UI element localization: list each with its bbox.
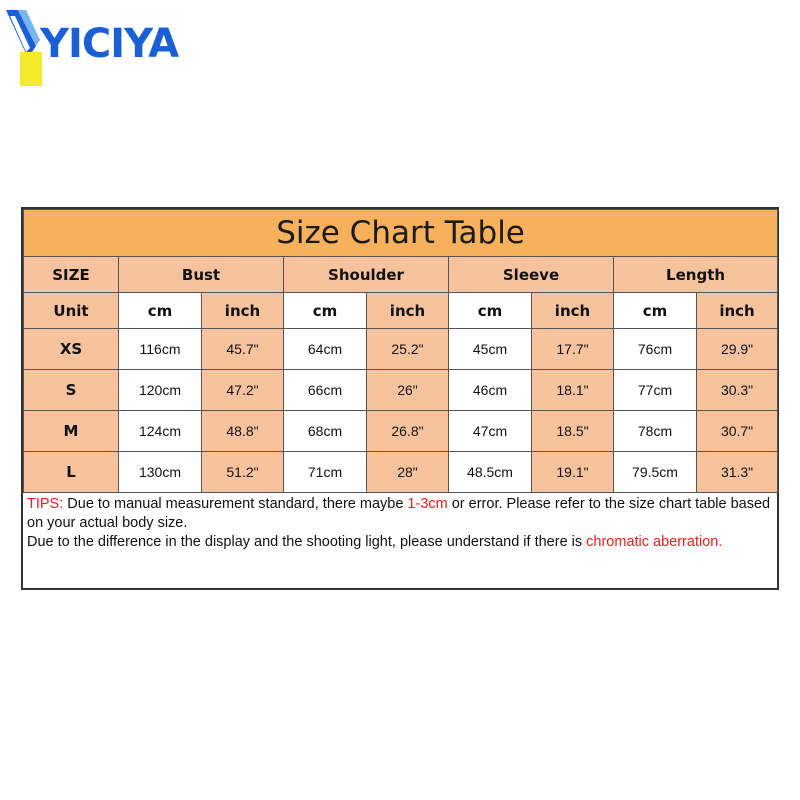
table-cell: 48.8" — [202, 411, 284, 452]
table-cell: 26.8" — [367, 411, 449, 452]
unit-inch: inch — [697, 293, 778, 329]
tips-note — [23, 493, 777, 552]
unit-inch: inch — [532, 293, 614, 329]
chart-title: Size Chart Table — [24, 210, 778, 257]
table-cell: 120cm — [119, 370, 202, 411]
table-cell: 68cm — [284, 411, 367, 452]
table-row — [24, 370, 778, 411]
table-cell: 30.3" — [697, 370, 778, 411]
table-cell: 71cm — [284, 452, 367, 493]
table-cell: 47.2" — [202, 370, 284, 411]
size-header: SIZE — [24, 257, 119, 293]
table-row — [24, 411, 778, 452]
table-cell: 31.3" — [697, 452, 778, 493]
unit-cm: cm — [614, 293, 697, 329]
table-cell: 124cm — [119, 411, 202, 452]
table-cell: 46cm — [449, 370, 532, 411]
table-cell: 28" — [367, 452, 449, 493]
size-label: S — [24, 370, 119, 411]
tips-label: TIPS: — [27, 496, 64, 512]
tips-text: Due to the difference in the display and the shooting light, please understand if there is — [27, 534, 587, 550]
unit-cm: cm — [449, 293, 532, 329]
sleeve-header: Sleeve — [449, 257, 614, 293]
table-cell: 79.5cm — [614, 452, 697, 493]
brand-name: YICIYA — [40, 21, 179, 67]
table-cell: 26" — [367, 370, 449, 411]
unit-inch: inch — [202, 293, 284, 329]
table-cell: 45cm — [449, 329, 532, 370]
unit-cm: cm — [119, 293, 202, 329]
length-header: Length — [614, 257, 778, 293]
table-cell: 51.2" — [202, 452, 284, 493]
brand-logo — [6, 6, 186, 88]
size-chart — [21, 207, 779, 590]
size-chart-table — [23, 209, 778, 493]
table-row — [24, 452, 778, 493]
table-cell: 47cm — [449, 411, 532, 452]
tips-line-2 — [27, 533, 773, 552]
table-cell: 18.1" — [532, 370, 614, 411]
tips-highlight: 1-3cm — [407, 496, 448, 512]
table-cell: 30.7" — [697, 411, 778, 452]
table-cell: 77cm — [614, 370, 697, 411]
tips-text: or error. Please refer to the size chart table based on your actual body size. — [27, 496, 771, 531]
table-cell: 116cm — [119, 329, 202, 370]
table-cell: 66cm — [284, 370, 367, 411]
tips-highlight: chromatic aberration — [586, 534, 719, 550]
size-label: M — [24, 411, 119, 452]
table-cell: 17.7" — [532, 329, 614, 370]
table-cell: 130cm — [119, 452, 202, 493]
unit-cm: cm — [284, 293, 367, 329]
unit-header: Unit — [24, 293, 119, 329]
table-cell: 29.9" — [697, 329, 778, 370]
table-cell: 19.1" — [532, 452, 614, 493]
table-cell: 18.5" — [532, 411, 614, 452]
table-cell: 78cm — [614, 411, 697, 452]
unit-inch: inch — [367, 293, 449, 329]
bust-header: Bust — [119, 257, 284, 293]
table-row — [24, 329, 778, 370]
size-label: L — [24, 452, 119, 493]
table-cell: 64cm — [284, 329, 367, 370]
table-cell: 76cm — [614, 329, 697, 370]
tips-line-1 — [27, 495, 773, 533]
tips-text: . — [718, 534, 723, 550]
table-cell: 45.7" — [202, 329, 284, 370]
tips-text: Due to manual measurement standard, there maybe — [63, 496, 408, 512]
shoulder-header: Shoulder — [284, 257, 449, 293]
table-cell: 25.2" — [367, 329, 449, 370]
table-cell: 48.5cm — [449, 452, 532, 493]
size-label: XS — [24, 329, 119, 370]
